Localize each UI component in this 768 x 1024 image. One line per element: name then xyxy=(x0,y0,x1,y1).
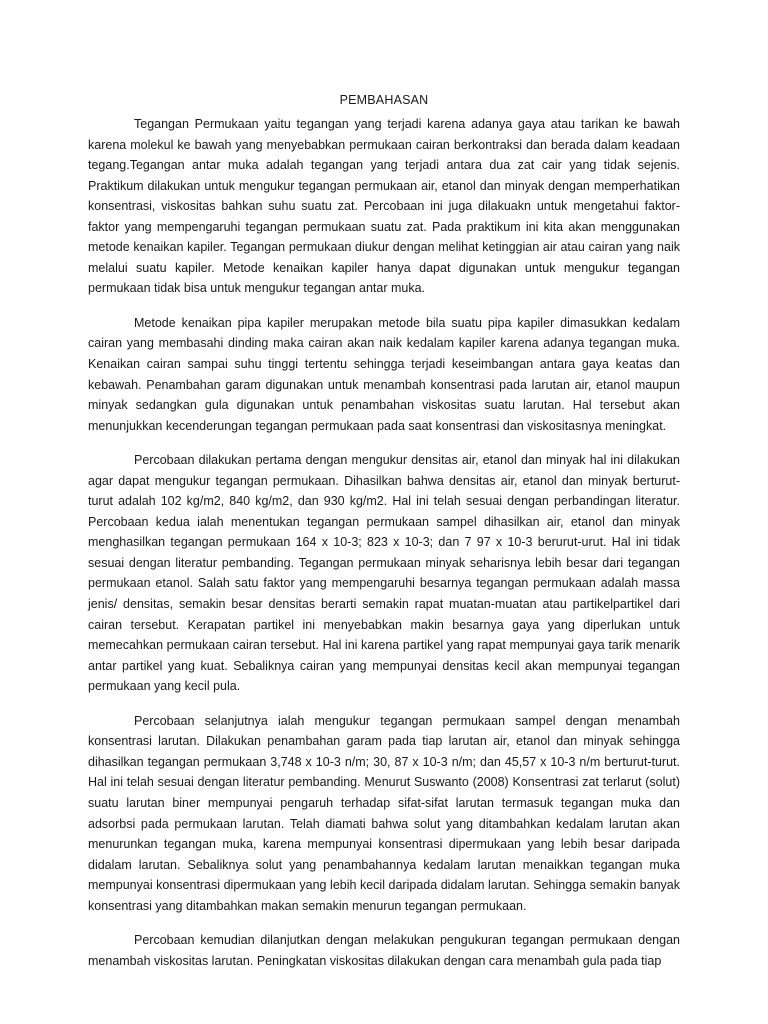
page-title: PEMBAHASAN xyxy=(339,93,429,107)
paragraph-2: Metode kenaikan pipa kapiler merupakan metode bila suatu pipa kapiler dimasukkan kedalam cairan yang membasahi dinding maka cairan akan naik kedalam kapiler karena adanya tegangan muka. Kenaikan cairan sampai suhu tinggi tertentu sehingga terjadi keseimbangan antara gaya keatas dan kebawah. Penambahan garam digunakan untuk menambah konsentrasi pada larutan air, etanol maupun minyak sedangkan gula digunakan untuk penambahan viskositas suatu larutan. Hal tersebut akan menunjukkan kecenderungan tegangan permukaan pada saat konsentrasi dan viskositasnya meningkat. xyxy=(88,315,680,433)
document-page xyxy=(88,90,680,985)
paragraph-1: Tegangan Permukaan yaitu tegangan yang terjadi karena adanya gaya atau tarikan ke bawah karena molekul ke bawah yang menyebabkan permukaan cairan berkontraksi dan berada dalam keadaan tegang.Tegangan antar muka adalah tegangan yang terjadi antara dua zat cair yang tidak sejenis. Praktikum dilakukan untuk mengukur tegangan permukaan air, etanol dan minyak dengan memperhatikan konsentrasi, viskositas bahkan suhu suatu zat. Percobaan ini juga dilakuakn untuk mengetahui faktor-faktor yang mempengaruhi tegangan permukaan suatu zat. Pada praktikum ini kita akan menggunakan metode kenaikan kapiler. Tegangan permukaan diukur dengan melihat ketinggian air atau cairan yang naik melalui suatu kapiler. Metode kenaikan kapiler hanya dapat digunakan untuk mengukur tegangan permukaan tidak bisa untuk mengukur tegangan antar muka. xyxy=(88,117,680,296)
paragraph-5: Percobaan kemudian dilanjutkan dengan melakukan pengukuran tegangan permukaan dengan menambah viskositas larutan. Peningkatan viskositas dilakukan dengan cara menambah gula pada tiap xyxy=(88,933,680,968)
paragraph-4: Percobaan selanjutnya ialah mengukur tegangan permukaan sampel dengan menambah konsentrasi larutan. Dilakukan penambahan garam pada tiap larutan air, etanol dan minyak sehingga dihasilkan tegangan permukaan 3,748 x 10-3 n/m; 30, 87 x 10-3 n/m; dan 45,57 x 10-3 n/m berturut-turut. Hal ini telah sesuai dengan literatur pembanding. Menurut Suswanto (2008) Konsentrasi zat terlarut (solut) suatu larutan biner mempunyai pengaruh terhadap sifat-sifat larutan termasuk tegangan muka dan adsorbsi pada permukaan larutan. Telah diamati bahwa solut yang ditambahkan kedalam larutan akan menurunkan tegangan muka, karena mempunyai konsentrasi dipermukaan yang lebih besar daripada didalam larutan. Sebaliknya solut yang penambahannya kedalam larutan menaikkan tegangan muka mempunyai konsentrasi dipermukaan yang lebih kecil daripada didalam larutan. Sehingga semakin banyak konsentrasi yang ditambahkan makan semakin menurun tegangan permukaan. xyxy=(88,713,680,913)
paragraph-3: Percobaan dilakukan pertama dengan mengukur densitas air, etanol dan minyak hal ini dilakukan agar dapat mengukur tegangan permukaan. Dihasilkan bahwa densitas air, etanol dan minyak berturut-turut adalah 102 kg/m2, 840 kg/m2, dan 930 kg/m2. Hal ini telah sesuai dengan perbandingan literatur. Percobaan kedua ialah menentukan tegangan permukaan sampel dihasilkan air, etanol dan minyak menghasilkan tegangan permukaan 164 x 10-3; 823 x 10-3; dan 7 97 x 10-3 berurut-urut. Hal ini tidak sesuai dengan literatur pembanding. Tegangan permukaan minyak seharisnya lebih besar dari tegangan permukaan etanol. Salah satu faktor yang mempengaruhi besarnya tegangan permukaan adalah massa jenis/ densitas, semakin besar densitas berarti semakin rapat muatan-muatan atau partikelpartikel dari cairan tersebut. Kerapatan partikel ini menyebabkan makin besarnya gaya yang diperlukan untuk memecahkan permukaan cairan tersebut. Hal ini karena partikel yang rapat mempunyai gaya tarik menarik antar partikel yang kuat. Sebaliknya cairan yang mempunyai densitas kecil akan mempunyai tegangan permukaan yang kecil pula. xyxy=(88,453,680,694)
